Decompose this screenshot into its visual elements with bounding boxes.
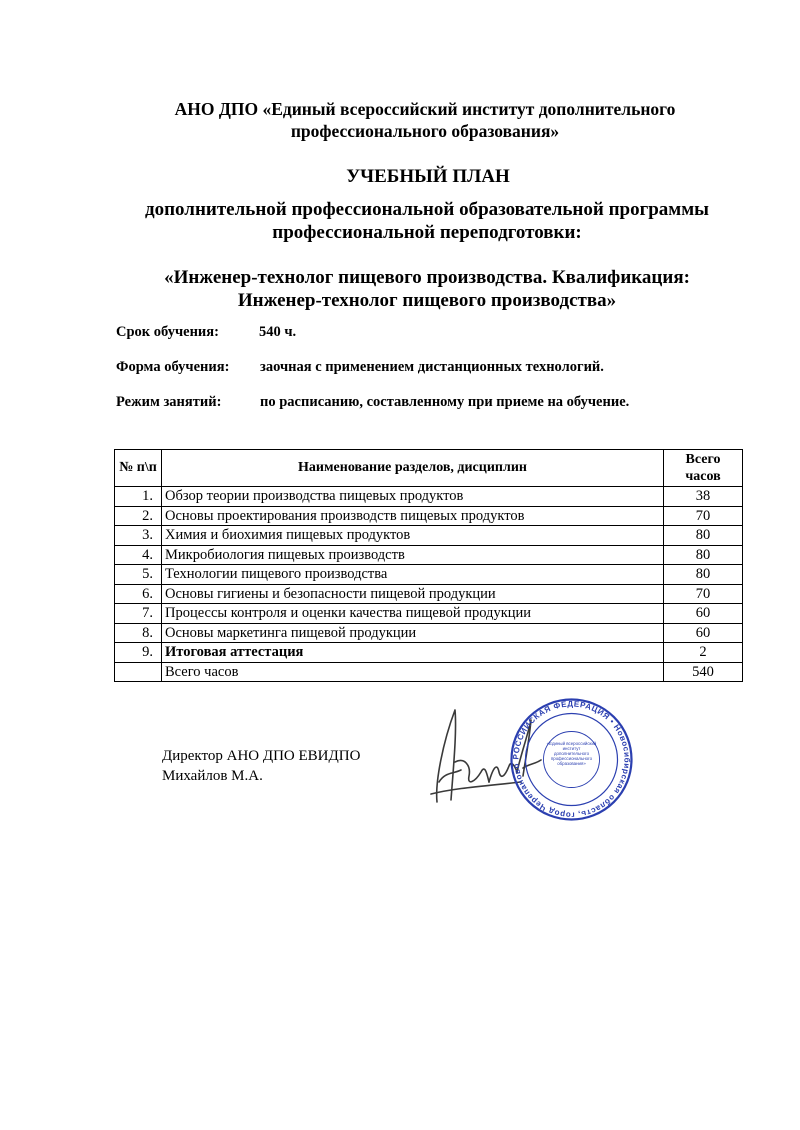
row-name: Микробиология пищевых производств (162, 545, 664, 565)
table-row (115, 487, 743, 507)
table-row (115, 604, 743, 624)
header-hours: Всего часов (664, 450, 743, 487)
row-num: 3. (115, 526, 162, 546)
form-row (116, 358, 604, 376)
table-row (115, 584, 743, 604)
table-row-final-attestation (115, 643, 743, 663)
row-hours: 2 (664, 643, 743, 663)
program-description-text: дополнительной профессиональной образовательной программы профессиональной переподготовки: (144, 199, 710, 243)
table-row (115, 545, 743, 565)
row-name: Основы маркетинга пищевой продукции (162, 623, 664, 643)
duration-value: 540 ч. (259, 324, 297, 340)
row-num: 9. (115, 643, 162, 663)
total-num-empty (115, 662, 162, 682)
row-hours: 60 (664, 623, 743, 643)
program-name (27, 266, 800, 312)
stamp-outer-text: РОССИЙСКАЯ ФЕДЕРАЦИЯ • Новосибирская область, город Черепаново (511, 699, 632, 820)
row-hours: 70 (664, 584, 743, 604)
row-num: 8. (115, 623, 162, 643)
curriculum-table (114, 449, 743, 682)
row-name: Обзор теории производства пищевых продуктов (162, 487, 664, 507)
row-name: Технологии пищевого производства (162, 565, 664, 585)
duration-label: Срок обучения: (116, 324, 219, 340)
table-row (115, 526, 743, 546)
row-num: 2. (115, 506, 162, 526)
program-name-text: «Инженер-технолог пищевого производства. Квалификация: Инженер-технолог пищевого производства» (164, 267, 690, 311)
program-description (27, 198, 800, 244)
mode-label: Режим занятий: (116, 394, 222, 410)
organization-stamp (509, 697, 634, 822)
row-num: 6. (115, 584, 162, 604)
form-value: заочная с применением дистанционных технологий. (260, 359, 604, 375)
institution-text: АНО ДПО «Единый всероссийский институт дополнительного профессионального образования» (174, 99, 676, 141)
director-name: Михайлов М.А. (162, 768, 263, 784)
mode-row (116, 393, 630, 411)
row-name: Основы проектирования производств пищевых продуктов (162, 506, 664, 526)
table-row (115, 506, 743, 526)
table-header-row (115, 450, 743, 487)
row-num: 7. (115, 604, 162, 624)
table-row (115, 623, 743, 643)
table-total-row (115, 662, 743, 682)
plan-title: УЧЕБНЫЙ ПЛАН (346, 166, 510, 187)
total-hours: 540 (664, 662, 743, 682)
row-name: Процессы контроля и оценки качества пищевой продукции (162, 604, 664, 624)
row-num: 5. (115, 565, 162, 585)
row-name: Основы гигиены и безопасности пищевой продукции (162, 584, 664, 604)
row-name: Итоговая аттестация (162, 643, 664, 663)
row-num: 4. (115, 545, 162, 565)
total-label: Всего часов (162, 662, 664, 682)
header-num: № п\п (115, 450, 162, 487)
duration-row (116, 323, 297, 341)
signature-block (162, 746, 360, 786)
director-position: Директор АНО ДПО ЕВИДПО (162, 748, 361, 764)
row-hours: 70 (664, 506, 743, 526)
row-hours: 80 (664, 526, 743, 546)
header-name: Наименование разделов, дисциплин (162, 450, 664, 487)
row-hours: 80 (664, 545, 743, 565)
row-name: Химия и биохимия пищевых продуктов (162, 526, 664, 546)
row-num: 1. (115, 487, 162, 507)
stamp-inner-text: «Единый всероссийский институт дополнительного профессионального образования» (546, 741, 597, 766)
row-hours: 80 (664, 565, 743, 585)
institution-name (25, 98, 800, 142)
mode-value: по расписанию, составленному при приеме на обучение. (260, 394, 630, 410)
row-hours: 60 (664, 604, 743, 624)
form-label: Форма обучения: (116, 359, 230, 375)
row-hours: 38 (664, 487, 743, 507)
table-row (115, 565, 743, 585)
